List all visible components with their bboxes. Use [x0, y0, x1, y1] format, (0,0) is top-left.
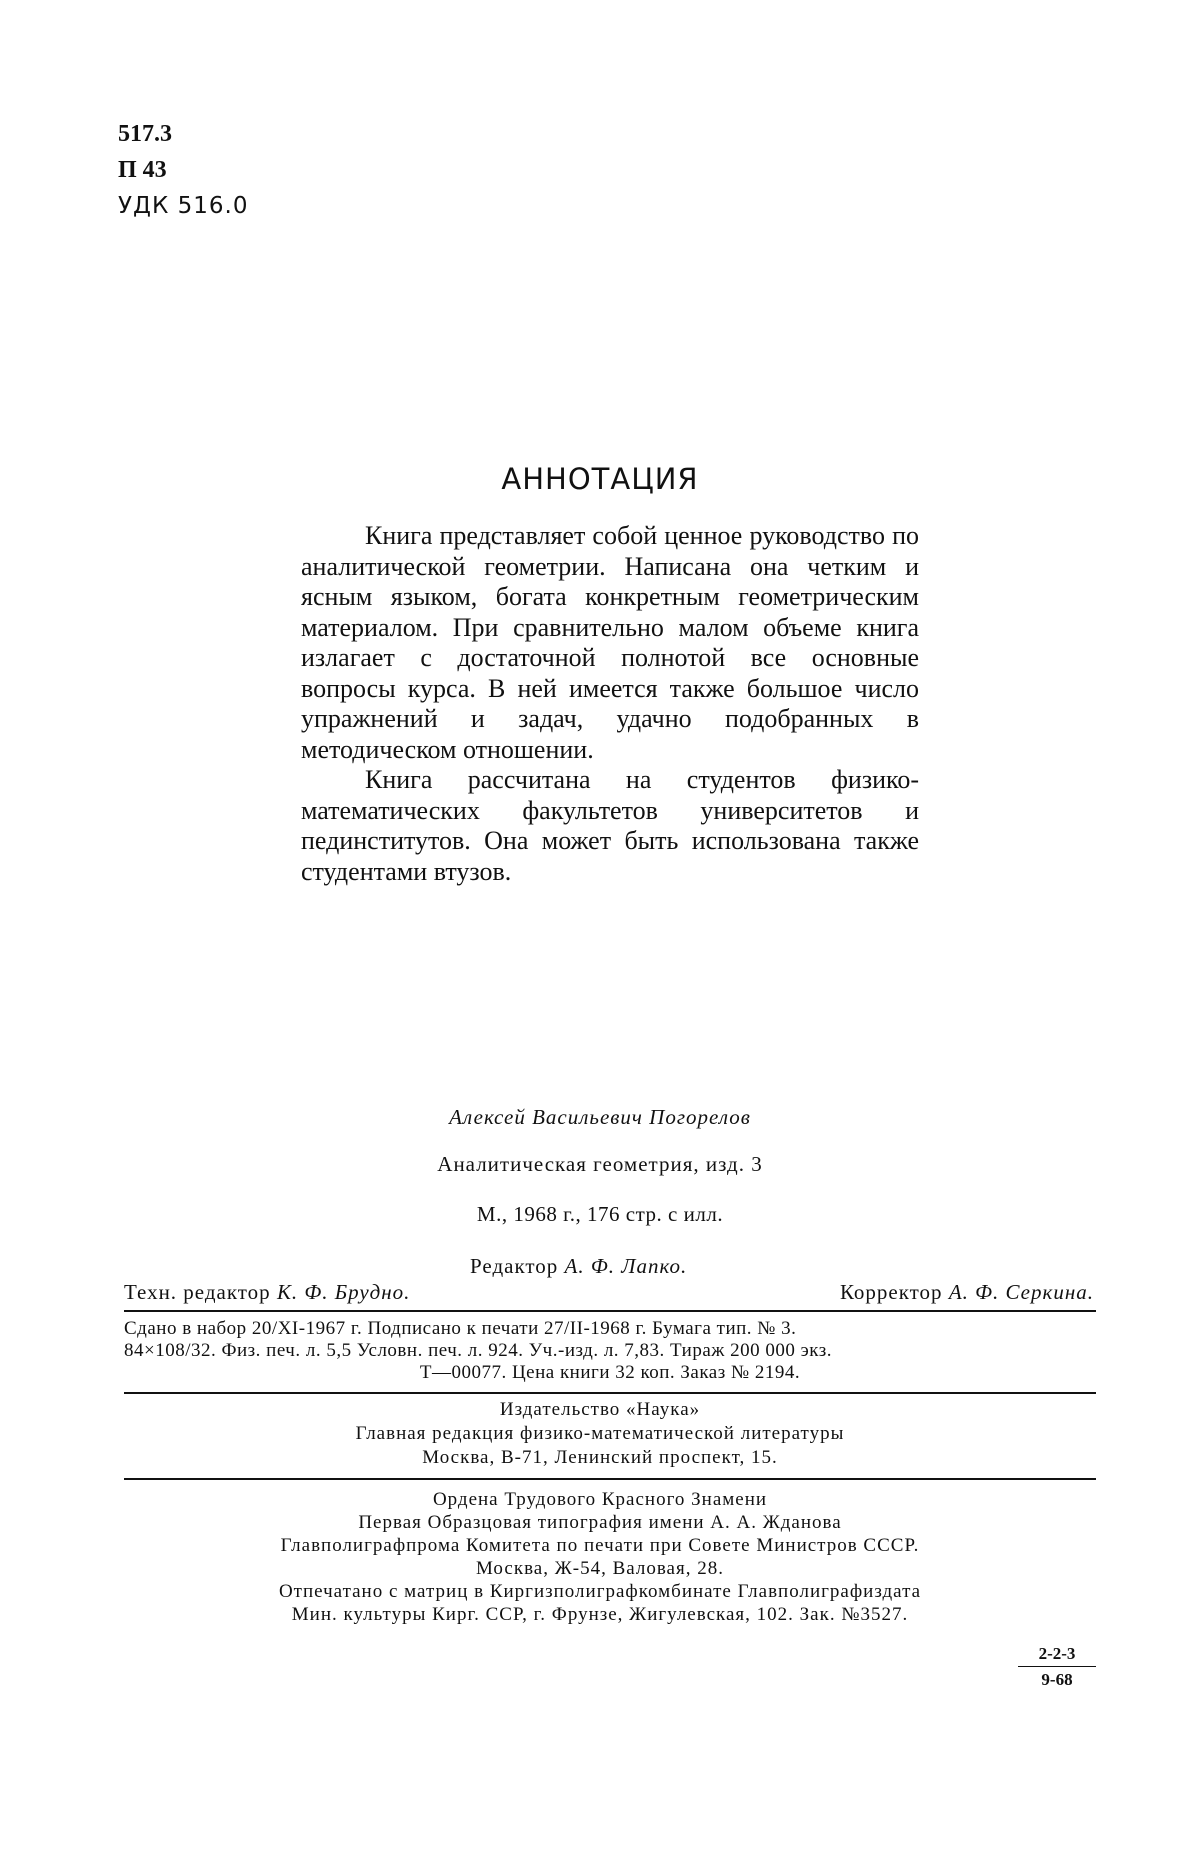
author-mark: П 43 [118, 157, 167, 183]
tech-editor-name: К. Ф. Брудно. [276, 1280, 411, 1304]
print-info-line-3: Т—00077. Цена книги 32 коп. Заказ № 2194. [419, 1362, 801, 1383]
annotation-paragraph-1: Книга представляет собой ценное руководство по аналитической геометрии. Написана она четким и ясным языком, богата конкретным геометрическим материалом. При сравнительно малом объеме книга излагает с достаточной полнотой все основные вопросы курса. В ней имеется также большое число упражнений и задач, удачно подобранных в методическом отношении. [301, 521, 919, 764]
catalog-stamp [1018, 1644, 1096, 1690]
publisher-editorial: Главная редакция физико-математической литературы [355, 1423, 845, 1444]
printer-line-4: Москва, Ж-54, Валовая, 28. [476, 1558, 724, 1579]
printer-line-3: Главполиграфпрома Комитета по печати при Совете Министров СССР. [280, 1535, 920, 1556]
publisher-name: Издательство «Наука» [499, 1399, 701, 1420]
stamp-bottom: 9-68 [1041, 1670, 1073, 1689]
print-info [124, 1318, 1096, 1384]
editor-line [470, 1254, 687, 1279]
author-name: Алексей Васильевич Погорелов [449, 1105, 751, 1129]
print-info-line-1: Сдано в набор 20/XI-1967 г. Подписано к печати 27/II-1968 г. Бумага тип. № 3. [124, 1318, 797, 1339]
corrector [840, 1280, 1094, 1305]
udk-code: УДК 516.0 [118, 193, 249, 219]
annotation-title: АННОТАЦИЯ [501, 462, 699, 496]
credits-line [124, 1280, 1094, 1305]
printer-line-6: Мин. культуры Кирг. ССР, г. Фрунзе, Жигулевская, 102. Зак. №3527. [291, 1604, 909, 1625]
corrector-name: А. Ф. Серкина. [948, 1280, 1094, 1304]
editor-label: Редактор [470, 1254, 559, 1278]
printer-line-5: Отпечатано с матриц в Киргизполиграфкомбинате Главполиграфиздата [278, 1581, 922, 1602]
printer-block [150, 1488, 1050, 1626]
publication-line: М., 1968 г., 176 стр. с илл. [476, 1202, 724, 1226]
book-title: Аналитическая геометрия, изд. 3 [437, 1152, 763, 1176]
annotation-paragraph-2: Книга рассчитана на студентов физико-математических факультетов университетов и пединститутов. Она может быть использована также студентами втузов. [301, 765, 919, 886]
divider [124, 1392, 1096, 1394]
tech-editor-label: Техн. редактор [124, 1280, 271, 1304]
annotation-text [301, 521, 919, 887]
printer-line-2: Первая Образцовая типография имени А. А. Жданова [358, 1512, 842, 1533]
editor-name: А. Ф. Лапко. [564, 1254, 688, 1278]
print-info-line-2: 84×108/32. Физ. печ. л. 5,5 Условн. печ. л. 924. Уч.-изд. л. 7,83. Тираж 200 000 экз. [124, 1340, 833, 1361]
publisher-address: Москва, В-71, Ленинский проспект, 15. [422, 1447, 778, 1468]
divider [124, 1310, 1096, 1312]
printer-line-1: Ордена Трудового Красного Знамени [432, 1489, 768, 1510]
classification-codes [118, 116, 248, 224]
classification-code: 517.3 [118, 121, 172, 147]
corrector-label: Корректор [839, 1280, 943, 1304]
stamp-top: 2-2-3 [1018, 1644, 1096, 1667]
publisher-block [0, 1398, 1200, 1470]
divider [124, 1478, 1096, 1480]
